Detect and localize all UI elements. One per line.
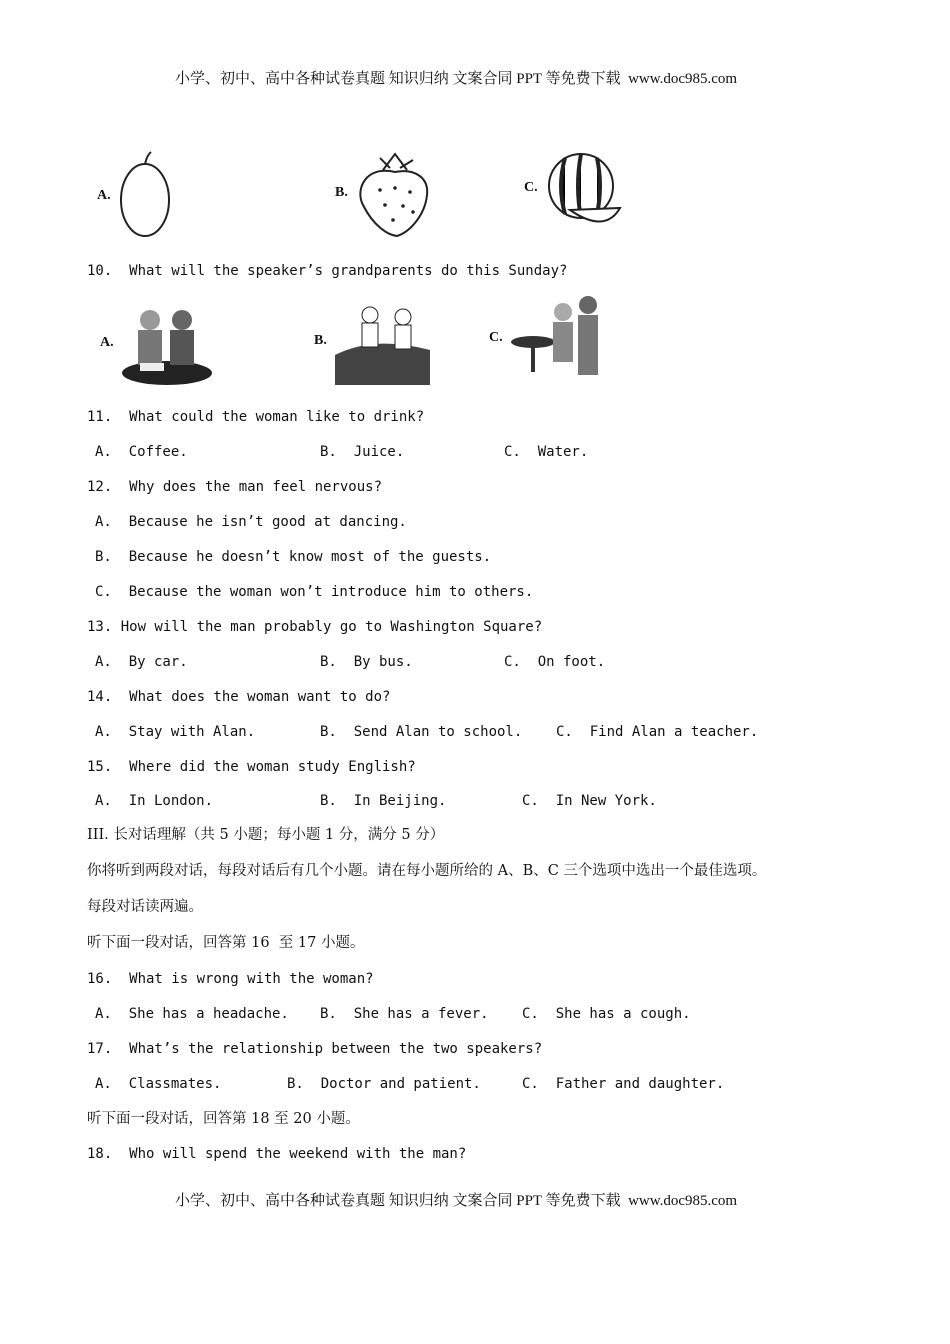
option-a: A. Classmates. bbox=[95, 1076, 222, 1092]
question-10: 10. What will the speaker’s grandparents do this Sunday? bbox=[87, 263, 568, 279]
plum-picture bbox=[115, 150, 180, 238]
question-13: 13. How will the man probably go to Washington Square? bbox=[87, 619, 543, 635]
section-instructions: 你将听到两段对话，每段对话后有几个小题。请在每小题所给的 A、B、C 三个选项中选出一个最佳选项。 bbox=[87, 863, 767, 879]
subsection-instruction: 听下面一段对话，回答第 18 至 20 小题。 bbox=[87, 1111, 360, 1127]
option-b: B. Because he doesn’t know most of the guests. bbox=[95, 549, 492, 565]
option-a-label: A. bbox=[97, 188, 111, 203]
option-b-label: B. bbox=[335, 185, 348, 200]
option-c: C. Father and daughter. bbox=[522, 1076, 725, 1092]
option-b: B. She has a fever. bbox=[320, 1006, 489, 1022]
option-a: A. By car. bbox=[95, 654, 188, 670]
question-18: 18. Who will spend the weekend with the man? bbox=[87, 1146, 467, 1162]
subsection-instruction: 听下面一段对话，回答第 16 至 17 小题。 bbox=[87, 935, 365, 951]
option-a: A. In London. bbox=[95, 793, 214, 809]
page-footer: 小学、初中、高中各种试卷真题 知识归纳 文案合同 PPT 等免费下载 www.doc985.com bbox=[175, 1193, 738, 1209]
page-header: 小学、初中、高中各种试卷真题 知识归纳 文案合同 PPT 等免费下载 www.doc985.com bbox=[175, 71, 738, 87]
option-b: B. By bus. bbox=[320, 654, 413, 670]
question-16: 16. What is wrong with the woman? bbox=[87, 971, 374, 987]
question-14: 14. What does the woman want to do? bbox=[87, 689, 391, 705]
option-b: B. Juice. bbox=[320, 444, 405, 460]
option-a: A. She has a headache. bbox=[95, 1006, 289, 1022]
option-c: C. Find Alan a teacher. bbox=[556, 724, 759, 740]
question-11: 11. What could the woman like to drink? bbox=[87, 409, 425, 425]
option-c: C. Because the woman won’t introduce him to others. bbox=[95, 584, 534, 600]
option-c: C. She has a cough. bbox=[522, 1006, 691, 1022]
option-c: C. On foot. bbox=[504, 654, 606, 670]
option-c-label: C. bbox=[524, 180, 538, 195]
question-15: 15. Where did the woman study English? bbox=[87, 759, 416, 775]
option-c: C. In New York. bbox=[522, 793, 657, 809]
section-title: III. 长对话理解（共 5 小题；每小题 1 分，满分 5 分） bbox=[87, 827, 445, 843]
section-instructions-2: 每段对话读两遍。 bbox=[87, 899, 203, 915]
option-b-label: B. bbox=[314, 333, 327, 348]
option-b: B. In Beijing. bbox=[320, 793, 447, 809]
grandparents-hiking-picture bbox=[335, 295, 430, 385]
option-b: B. Send Alan to school. bbox=[320, 724, 523, 740]
question-12: 12. Why does the man feel nervous? bbox=[87, 479, 383, 495]
option-a: A. Because he isn’t good at dancing. bbox=[95, 514, 407, 530]
question-17: 17. What’s the relationship between the two speakers? bbox=[87, 1041, 543, 1057]
option-b: B. Doctor and patient. bbox=[287, 1076, 481, 1092]
option-a: A. Stay with Alan. bbox=[95, 724, 256, 740]
grandparents-playing-game-picture bbox=[120, 295, 215, 387]
strawberry-picture bbox=[355, 150, 435, 240]
option-c-label: C. bbox=[489, 330, 503, 345]
option-c: C. Water. bbox=[504, 444, 589, 460]
watermelon-picture bbox=[545, 148, 625, 238]
option-a-label: A. bbox=[100, 335, 114, 350]
option-a: A. Coffee. bbox=[95, 444, 188, 460]
grandparents-at-cafe-picture bbox=[508, 290, 608, 382]
